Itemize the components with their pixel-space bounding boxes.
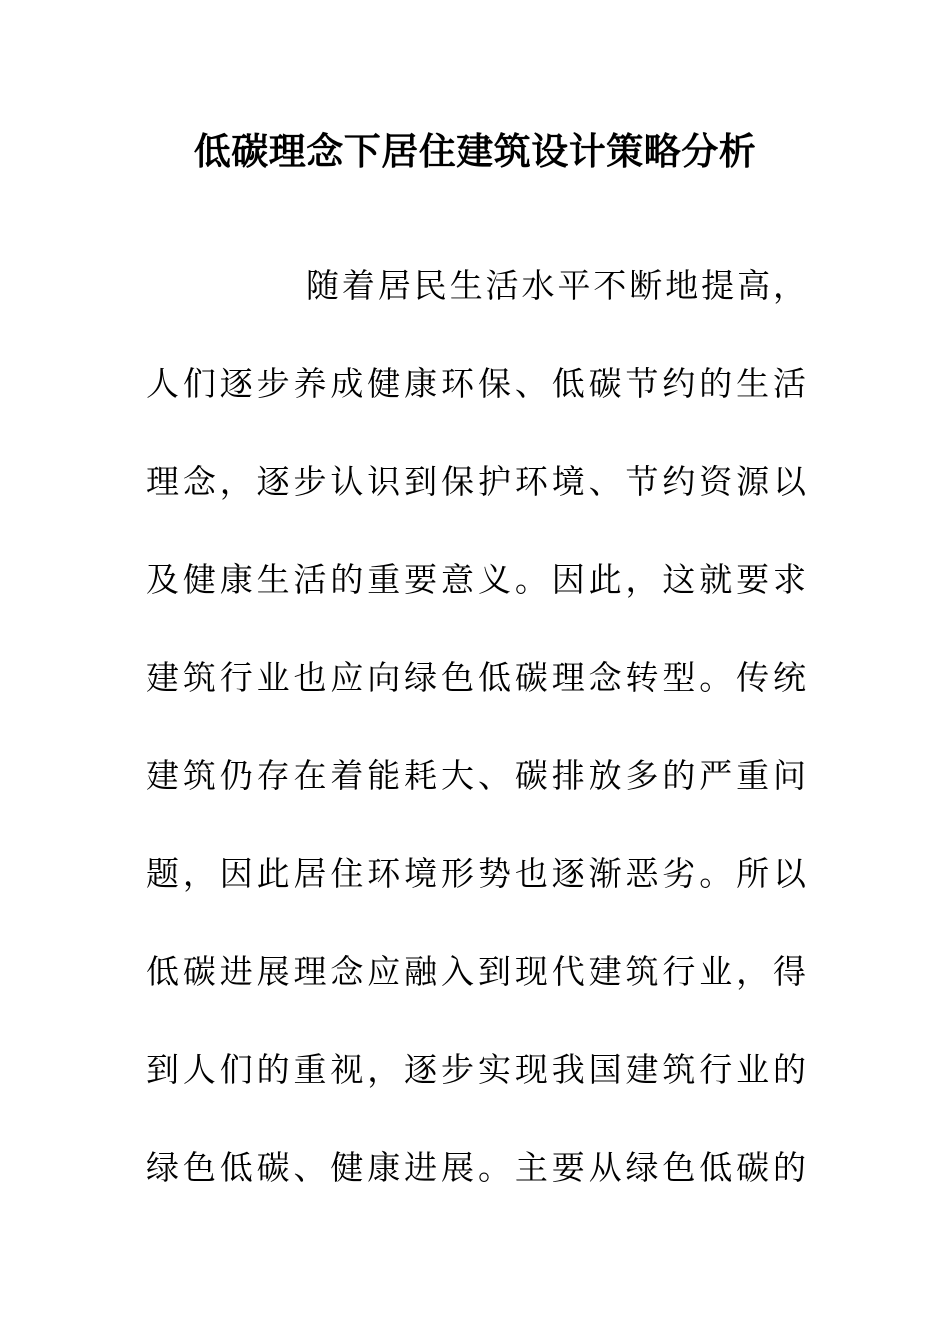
paragraph-line: 绿色低碳、健康进展。主要从绿色低碳的	[146, 1148, 806, 1187]
paragraph-line: 建筑行业也应向绿色低碳理念转型。传统	[146, 658, 806, 697]
paragraph-line: 及健康生活的重要意义。因此，这就要求	[146, 560, 806, 599]
paragraph-line: 题，因此居住环境形势也逐渐恶劣。所以	[146, 854, 806, 893]
paragraph-line: 随着居民生活水平不断地提高，	[306, 266, 806, 305]
paragraph-line: 到人们的重视，逐步实现我国建筑行业的	[146, 1050, 806, 1089]
paragraph-line: 人们逐步养成健康环保、低碳节约的生活	[146, 364, 806, 403]
document-title: 低碳理念下居住建筑设计策略分析	[193, 130, 757, 173]
paragraph-line: 低碳进展理念应融入到现代建筑行业，得	[146, 952, 806, 991]
paragraph-line: 理念，逐步认识到保护环境、节约资源以	[146, 462, 806, 501]
paragraph-line: 建筑仍存在着能耗大、碳排放多的严重问	[146, 756, 806, 795]
document-body	[146, 260, 806, 1240]
